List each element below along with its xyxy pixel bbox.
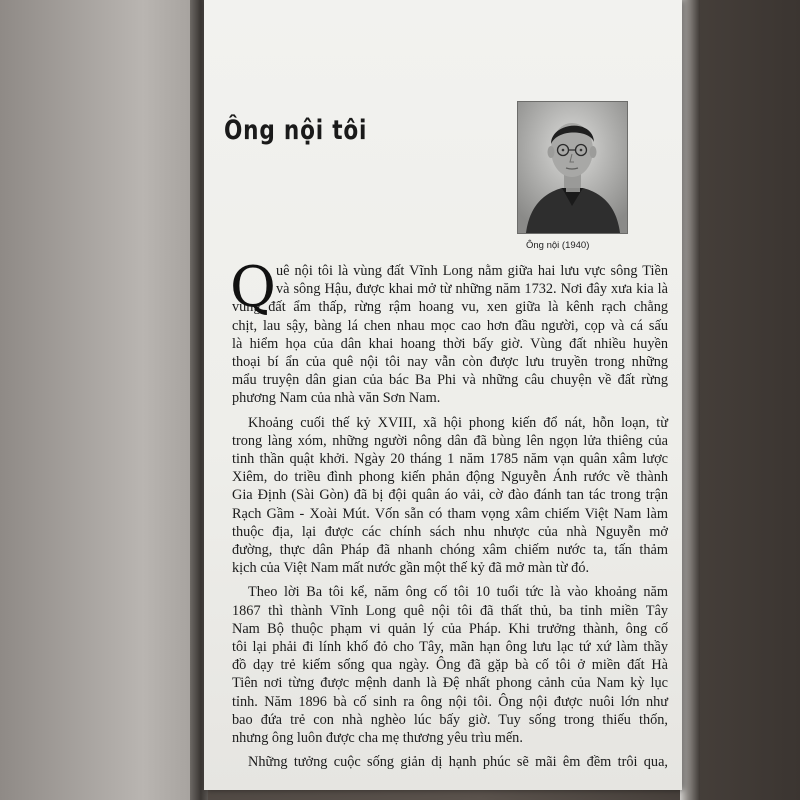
text-line: trong làng xóm, những người nông dân đã bùng lên ngọn lửa thiêng của (232, 432, 668, 449)
paragraph-3 (232, 583, 668, 747)
photo-caption: Ông nội (1940) (526, 240, 590, 251)
text-line: Tiên nơi từng được mệnh danh là Đệ nhất phong cảnh của Nam kỳ lục (232, 675, 668, 692)
text-line: và sông Hậu, được khai mở từ những năm 1732. Nơi đây xưa kia là (276, 281, 668, 298)
text-line: mẩu truyện dân gian của bác Ba Phi và những câu chuyện về đất rừng (232, 372, 668, 389)
drop-cap: Q (230, 255, 276, 320)
left-page (0, 0, 205, 800)
text-line: Khoảng cuối thế kỷ XVIII, xã hội phong kiến đổ nát, hỗn loạn, từ (248, 414, 668, 431)
grandfather-portrait-photo (517, 101, 628, 234)
text-line: tinh thần quật khởi. Ngày 20 tháng 1 năm 1785 năm vạn quân xâm lược (232, 451, 668, 468)
text-line: uê nội tôi là vùng đất Vĩnh Long nằm giữa hai lưu vực sông Tiền (276, 263, 668, 279)
text-line: Rạch Gầm - Xoài Mút. Vốn sẵn có tham vọng xâm chiếm Việt Nam làm (232, 505, 668, 522)
text-line: Theo lời Ba tôi kể, năm ông cố tôi 10 tuổi tức là vào khoảng năm (248, 584, 668, 601)
text-line: bao đứa trẻ con nhà nghèo lúc bấy giờ. Tuy sống trong thiếu thốn, (232, 711, 668, 728)
book-page (204, 0, 682, 790)
chapter-title: Ông nội tôi (224, 115, 368, 146)
paragraph-4 (232, 753, 668, 771)
text-line: kịch của Việt Nam mất nước gần một thế kỷ đã mở màn từ đó. (232, 560, 590, 577)
text-line: Những tưởng cuộc sống giản dị hạnh phúc sẽ mãi êm đềm trôi qua, (248, 754, 668, 771)
text-line: nhưng ông luôn được cha mẹ thương yêu trìu mến. (232, 730, 523, 747)
text-line: thoại bí ẩn của quê nội tôi nay vẫn còn được lưu truyền trong những (232, 354, 668, 371)
text-line: thuộc địa, lại được các chính sách nhu nhược của nhà Nguyễn mở (232, 523, 668, 540)
text-line: tôi lại phải đi lính khố đỏ cho Tây, mãn hạn ông lưu lạc tứ xứ làm thầy (232, 639, 668, 656)
paragraph-1 (230, 255, 668, 408)
text-line: đồ dạy trẻ kiếm sống qua ngày. Ông đã gặp bà cố tôi ở miền đất Hà (232, 657, 668, 674)
text-line: Xiêm, do triều đình phong kiến phản động Nguyễn Ánh rước về thành (232, 469, 668, 486)
body-text (230, 255, 668, 777)
portrait-figure-icon (518, 102, 627, 233)
paragraph-2 (232, 414, 668, 578)
text-line: đường, thực dân Pháp đã nhanh chóng xâm chiếm nước ta, tấn thảm (232, 542, 668, 559)
text-line: phương Nam của nhà văn Sơn Nam. (232, 390, 441, 407)
text-line: tỉnh. Năm 1896 bà cố sinh ra ông nội tôi. Ông nội được nuôi lớn như (232, 693, 668, 710)
page-edge (680, 0, 700, 800)
text-line: Nam Bộ thuộc phạm vi quản lý của Pháp. Khi trưởng thành, ông cố (232, 620, 668, 637)
text-line: 1867 thì thành Vĩnh Long quê nội tôi đã thất thủ, ba tỉnh miền Tây (232, 602, 668, 619)
text-line: là hiểm họa của dân khai hoang thời bấy giờ. Vùng đất nhiều huyền (232, 335, 668, 352)
text-line: vùng đất ẩm thấp, rừng rậm hoang vu, xen giữa là kênh rạch chằng (232, 299, 668, 316)
text-line: chịt, lau sậy, bàng lá chen nhau mọc cao hơn đầu người, cọp và cá sấu (232, 317, 668, 334)
text-line: Gia Định (Sài Gòn) đã bị đội quân áo vải, cờ đào đánh tan tác trong trận (232, 487, 668, 504)
